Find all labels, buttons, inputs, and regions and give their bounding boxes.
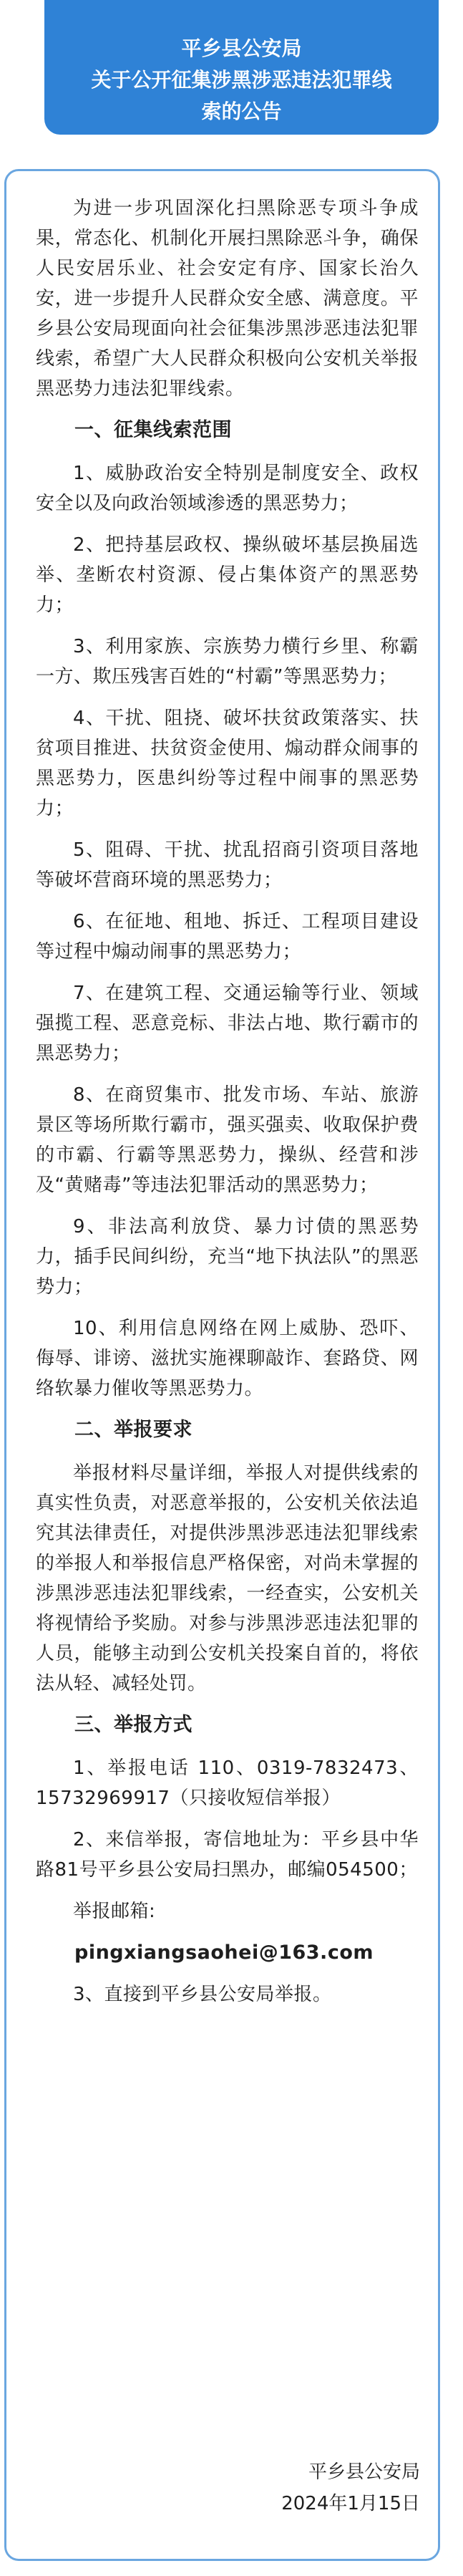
- section1-item-3: 3、利用家族、宗族势力横行乡里、称霸一方、欺压残害百姓的“村霸”等黑恶势力；: [36, 636, 419, 688]
- announcement-header: [44, 26, 439, 135]
- header-title-line3: 索的公告: [201, 100, 282, 123]
- intro-paragraph: 为进一步巩固深化扫黑除恶专项斗争成果，常态化、机制化开展扫黑除恶斗争，确保人民安居乐业、社会安定有序、国家长治久安，进一步提升人民群众安全感、满意度。平乡县公安局现面向社会征集涉黑涉恶违法犯罪线索，希望广大人民群众积极向公安机关举报黑恶势力违法犯罪线索。: [36, 198, 419, 400]
- section1-item-9: 9、非法高利放贷、暴力讨债的黑恶势力，插手民间纠纷，充当“地下执法队”的黑恶势力；: [36, 1216, 419, 1298]
- section2-text: 举报材料尽量详细，举报人对提供线索的真实性负责，对恶意举报的，公安机关依法追究其法律责任，对提供涉黑涉恶违法犯罪线索的举报人和举报信息严格保密，对尚未掌握的涉黑涉恶违法犯罪线索，一经查实，公安机关将视情给予奖励。对参与涉黑涉恶违法犯罪的人员，能够主动到公安机关投案自首的，将依法从轻、减轻处罚。: [36, 1462, 419, 1694]
- section1-item-10: 10、利用信息网络在网上威胁、恐吓、侮辱、诽谤、滋扰实施裸聊敲诈、套路贷、网络软暴力催收等黑恶势力。: [36, 1318, 419, 1399]
- section1-item-2: 2、把持基层政权、操纵破坏基层换届选举、垄断农村资源、侵占集体资产的黑恶势力；: [36, 534, 419, 616]
- section1-item-7: 7、在建筑工程、交通运输等行业、领域强揽工程、恶意竞标、非法占地、欺行霸市的黑恶势力；: [36, 983, 419, 1064]
- section3-item-2: 2、来信举报，寄信地址为：平乡县中华路81号平乡县公安局扫黑办，邮编054500；: [36, 1829, 419, 1881]
- email-label: 举报邮箱:: [73, 1901, 156, 1922]
- header-top-strip: [44, 0, 439, 29]
- header-title-line2: 关于公开征集涉黑涉恶违法犯罪线: [91, 68, 392, 92]
- section2-heading: 二、举报要求: [74, 1419, 192, 1441]
- section1-item-6: 6、在征地、租地、拆迁、工程项目建设等过程中煽动闹事的黑恶势力；: [36, 911, 419, 963]
- signature-date: 2024年1月15日: [281, 2493, 420, 2514]
- section3-heading: 三、举报方式: [74, 1714, 192, 1736]
- section1-item-5: 5、阻碍、干扰、扰乱招商引资项目落地等破坏营商环境的黑恶势力；: [36, 839, 419, 891]
- section1-item-4: 4、干扰、阻挠、破坏扶贫政策落实、扶贫项目推进、扶贫资金使用、煽动群众闹事的黑恶势力，医患纠纷等过程中闹事的黑恶势力；: [36, 708, 419, 819]
- signature-org: 平乡县公安局: [308, 2461, 420, 2483]
- section1-heading: 一、征集线索范围: [74, 419, 232, 441]
- signature-block: [281, 2456, 420, 2519]
- section3-item-3: 3、直接到平乡县公安局举报。: [73, 1984, 332, 2005]
- report-email[interactable]: pingxiangsaohei@163.com: [74, 1941, 374, 1964]
- section1-item-1: 1、威胁政治安全特别是制度安全、政权安全以及向政治领域渗透的黑恶势力；: [36, 463, 419, 514]
- announcement-body: [36, 193, 419, 2021]
- section3-item-1: 1、举报电话 110、0319-7832473、15732969917（只接收短信举报）: [36, 1757, 419, 1809]
- section1-item-8: 8、在商贸集市、批发市场、车站、旅游景区等场所欺行霸市，强买强卖、收取保护费的市霸、行霸等黑恶势力，操纵、经营和涉及“黄赌毒”等违法犯罪活动的黑恶势力；: [36, 1084, 419, 1196]
- header-title-line1: 平乡县公安局: [181, 37, 302, 60]
